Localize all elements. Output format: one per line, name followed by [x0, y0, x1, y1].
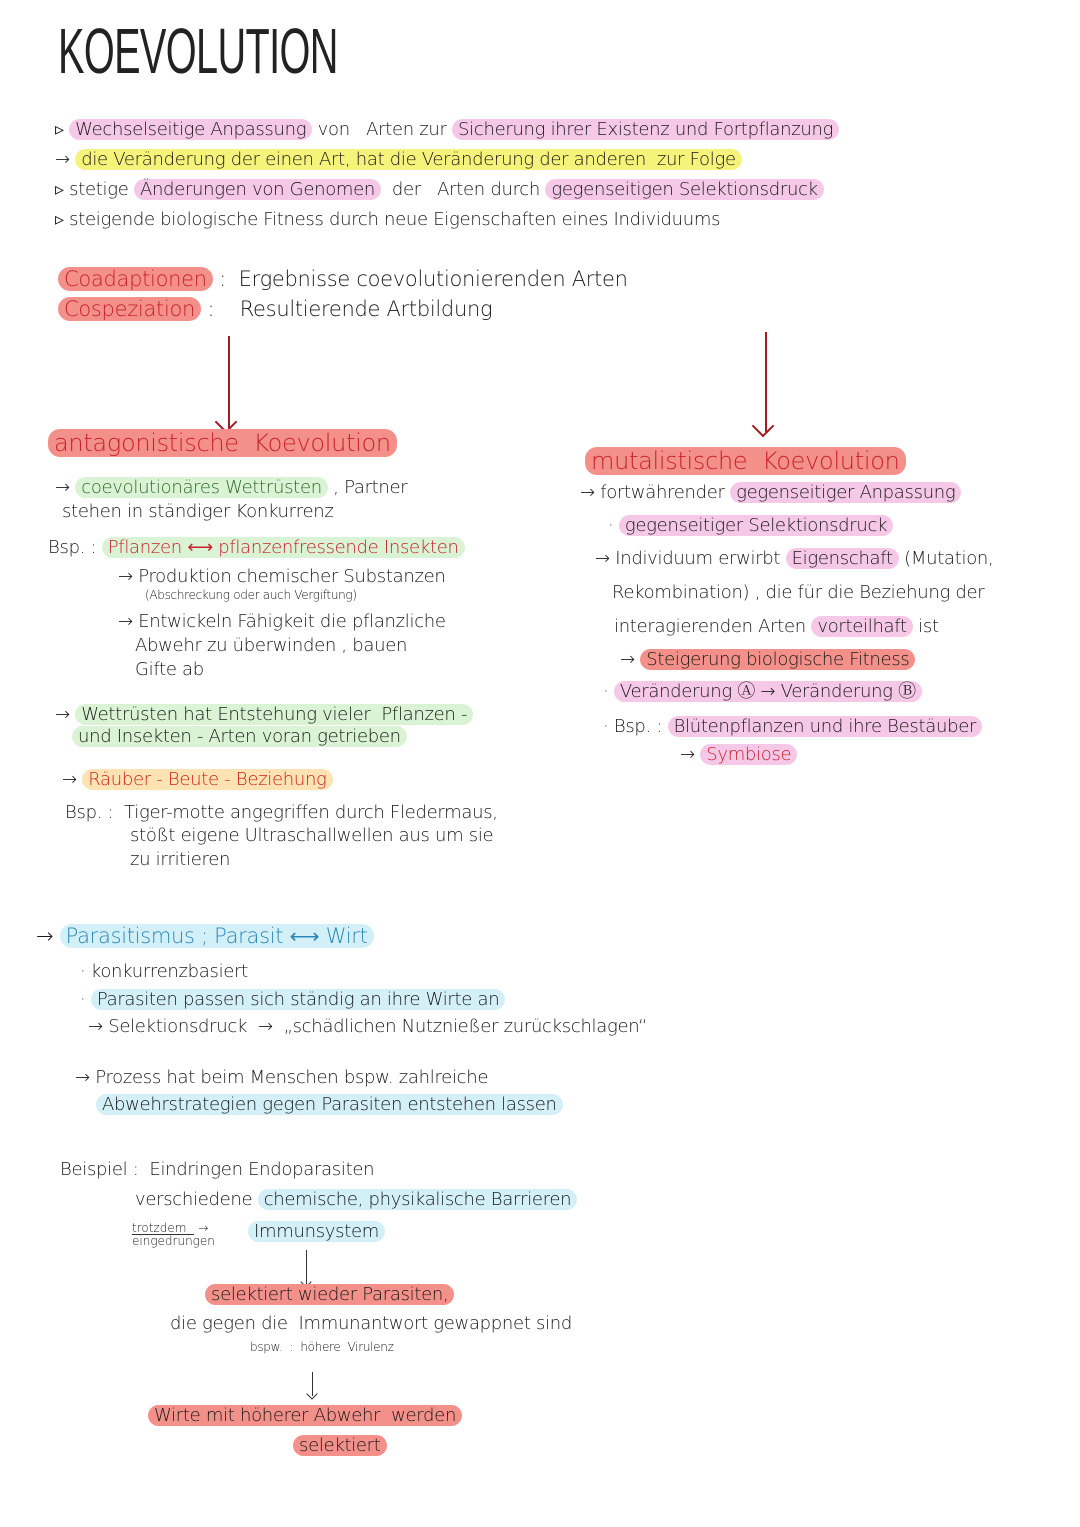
note-text: ·	[608, 515, 619, 536]
highlighted-text: Pflanzen ⟷ pflanzenfressende Insekten	[102, 537, 465, 558]
highlighted-text: Cospeziation	[58, 297, 201, 321]
note-line	[58, 296, 492, 322]
highlighted-text: antagonistische Koevolution	[48, 429, 397, 457]
note-text: (Mutation,	[898, 548, 994, 569]
highlighted-text: Coadaptionen	[58, 267, 213, 291]
note-line	[62, 768, 333, 792]
note-text: Bsp. :	[48, 537, 102, 558]
annotation-top: trotzdem	[132, 1222, 194, 1235]
note-text: · Bsp. :	[603, 716, 668, 737]
note-line	[65, 801, 498, 825]
note-text: bspw. : höhere Virulenz	[250, 1340, 394, 1354]
note-line	[55, 208, 720, 232]
note-text: ·	[80, 989, 91, 1010]
highlighted-text: Wettrüsten hat Entstehung vieler Pflanzen -	[75, 704, 473, 725]
highlighted-text: gegenseitiger Selektionsdruck	[619, 515, 893, 536]
note-line	[118, 565, 445, 589]
highlighted-text: selektiert wieder Parasiten,	[205, 1284, 454, 1305]
note-line	[48, 428, 397, 458]
note-line	[248, 1220, 385, 1244]
highlighted-text: Abwehrstrategien gegen Parasiten entstehen lassen	[96, 1094, 563, 1115]
note-text: von Arten zur	[312, 119, 453, 140]
note-line	[205, 1283, 454, 1307]
note-line	[608, 514, 893, 538]
note-text: →	[55, 477, 76, 498]
note-text: stößt eigene Ultraschallwellen aus um sie	[130, 825, 494, 846]
note-text: → Produktion chemischer Substanzen	[118, 566, 446, 587]
note-text: ▹	[55, 119, 70, 140]
note-line	[148, 1404, 462, 1428]
note-text: die gegen die Immunantwort gewappnet sind	[170, 1313, 573, 1334]
highlighted-text: und Insekten - Arten voran getrieben	[72, 726, 407, 747]
highlighted-text: Wirte mit höherer Abwehr werden	[148, 1405, 462, 1426]
note-text: , Partner	[327, 477, 408, 498]
note-line	[130, 848, 230, 872]
note-text: ▹ steigende biologische Fitness durch neue Eigenschaften eines Individuums	[55, 209, 721, 230]
highlighted-text: Blütenpflanzen und ihre Bestäuber	[668, 716, 983, 737]
note-text: Gifte ab	[135, 659, 204, 680]
arrow-down-left-icon	[228, 336, 230, 428]
note-text: → Selektionsdruck → „schädlichen Nutznießer zurückschlagen“	[88, 1016, 648, 1037]
note-line	[585, 446, 906, 476]
note-text: → Prozess hat beim Menschen bspw. zahlreiche	[75, 1067, 489, 1088]
note-line	[55, 118, 839, 142]
note-line	[88, 1015, 647, 1039]
note-line	[170, 1312, 572, 1336]
note-text: Abwehr zu überwinden , bauen	[135, 635, 408, 656]
note-line	[55, 178, 824, 202]
note-line	[60, 1158, 374, 1182]
highlighted-text: die Veränderung der einen Art, hat die Veränderung der anderen zur Folge	[75, 149, 742, 170]
note-line	[603, 680, 922, 704]
note-line	[250, 1340, 394, 1354]
note-line	[55, 703, 473, 727]
note-line	[58, 266, 628, 292]
highlighted-text: Parasiten passen sich ständig an ihre Wirte an	[91, 989, 505, 1010]
note-text: verschiedene	[135, 1189, 258, 1210]
highlighted-text: selektiert	[293, 1435, 387, 1456]
note-line	[135, 1188, 577, 1212]
note-line	[72, 725, 407, 749]
note-text: ist	[912, 616, 939, 637]
note-text: · konkurrenzbasiert	[80, 961, 248, 982]
arrow-down-right-icon	[765, 332, 767, 432]
highlighted-text: Sicherung ihrer Existenz und Fortpflanzung	[452, 119, 839, 140]
note-text: Beispiel : Eindringen Endoparasiten	[60, 1159, 375, 1180]
note-line	[80, 960, 248, 984]
arrow-down-icon	[312, 1372, 313, 1396]
note-line	[62, 500, 334, 524]
note-line	[603, 715, 982, 739]
note-text: →	[680, 744, 701, 765]
note-text: : Resultierende Artbildung	[201, 297, 493, 321]
highlighted-text: Veränderung Ⓐ → Veränderung Ⓑ	[614, 681, 922, 702]
note-line	[48, 536, 465, 560]
note-line	[293, 1434, 387, 1458]
note-line	[614, 615, 939, 639]
highlighted-text: Räuber - Beute - Beziehung	[82, 769, 332, 790]
note-text: Bsp. : Tiger-motte angegriffen durch Fledermaus,	[65, 802, 498, 823]
note-text: →	[36, 924, 60, 948]
highlighted-text: Immunsystem	[248, 1221, 385, 1242]
note-text: →	[55, 149, 76, 170]
note-text: →	[62, 769, 83, 790]
note-line	[55, 476, 407, 500]
note-text: der Arten durch	[381, 179, 546, 200]
note-line	[75, 1066, 488, 1090]
highlighted-text: Eigenschaft	[786, 548, 899, 569]
note-text: ▹ stetige	[55, 179, 134, 200]
highlighted-text: chemische, physikalische Barrieren	[258, 1189, 578, 1210]
note-line	[620, 648, 915, 672]
note-line	[680, 743, 797, 767]
note-text: → Individuum erwirbt	[595, 548, 786, 569]
note-line	[55, 148, 742, 172]
note-text: →	[620, 649, 641, 670]
note-text: →	[55, 704, 76, 725]
note-text: → Entwickeln Fähigkeit die pflanzliche	[118, 611, 446, 632]
note-text: ·	[603, 681, 614, 702]
highlighted-text: Parasitismus ; Parasit ⟷ Wirt	[60, 924, 374, 948]
note-line	[80, 988, 505, 1012]
annotation-trotzdem-eingedrungen: trotzdem → eingedrungen	[132, 1221, 215, 1248]
highlighted-text: vorteilhaft	[811, 616, 912, 637]
note-line	[135, 658, 204, 682]
highlighted-text: Symbiose	[700, 744, 797, 765]
note-line	[145, 588, 357, 602]
note-text: Rekombination) , die für die Beziehung der	[612, 582, 985, 603]
note-text: zu irritieren	[130, 849, 231, 870]
highlighted-text: Steigerung biologische Fitness	[640, 649, 915, 670]
note-line	[118, 610, 446, 634]
note-line	[580, 481, 961, 505]
highlighted-text: gegenseitiger Anpassung	[730, 482, 961, 503]
note-text: : Ergebnisse coevolutionierenden Arten	[212, 267, 628, 291]
highlighted-text: Änderungen von Genomen	[134, 179, 381, 200]
highlighted-text: Wechselseitige Anpassung	[69, 119, 312, 140]
note-line	[96, 1093, 563, 1117]
note-line	[36, 923, 374, 949]
annotation-bottom: eingedrungen	[132, 1234, 215, 1248]
note-text: stehen in ständiger Konkurrenz	[62, 501, 334, 522]
note-text: interagierenden Arten	[614, 616, 812, 637]
highlighted-text: mutalistische Koevolution	[585, 447, 906, 475]
note-line	[595, 547, 993, 571]
highlighted-text: coevolutionäres Wettrüsten	[75, 477, 328, 498]
highlighted-text: gegenseitigen Selektionsdruck	[545, 179, 823, 200]
note-text: → fortwährender	[580, 482, 731, 503]
arrow-down-icon	[306, 1250, 307, 1284]
note-line	[612, 581, 984, 605]
page-title: KOEVOLUTION	[58, 15, 338, 87]
note-line	[135, 634, 407, 658]
note-text: (Abschreckung oder auch Vergiftung)	[145, 588, 357, 602]
note-line	[130, 824, 493, 848]
